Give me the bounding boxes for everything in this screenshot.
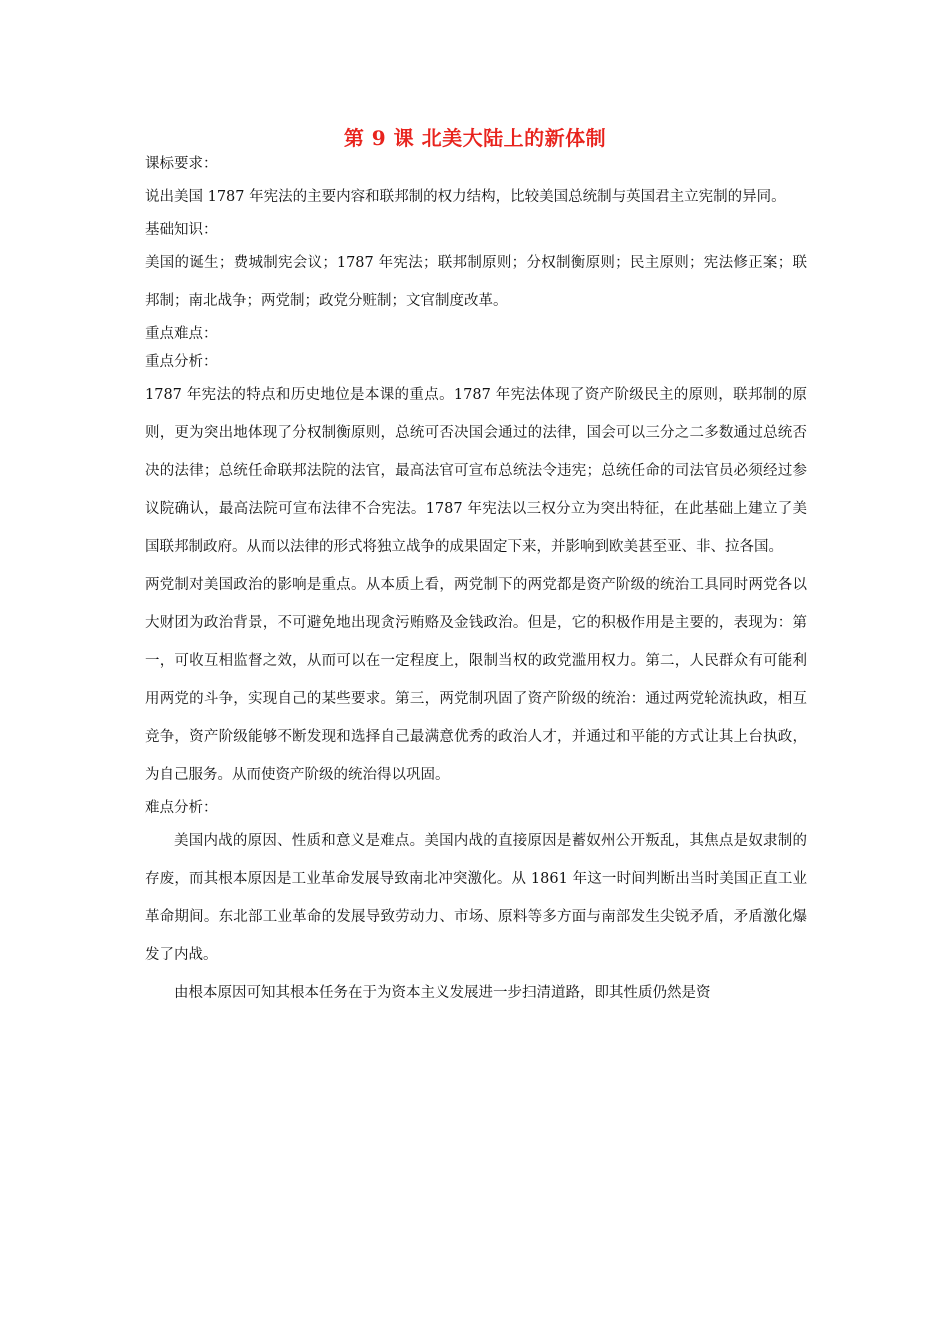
standards-text: 说出美国 1787 年宪法的主要内容和联邦制的权力结构，比较美国总统制与英国君主立宪制的异同。 [145, 189, 786, 205]
page-title: 第 9 课 北美大陆上的新体制 [343, 126, 607, 150]
key-analysis-label: 重点分析： [145, 354, 218, 370]
key-analysis-paragraph-1: 1787 年宪法的特点和历史地位是本课的重点。1787 年宪法体现了资产阶级民主的原则，联邦制的原则，更为突出地体现了分权制衡原则，总统可否决国会通过的法律，国会可以三分之二多数通过总统否决的法律；总统任命联邦法院的法官，最高法官可宣布总统法令违宪；总统任命的司法官员必须经过参议院确认，最高法院可宣布法律不合宪法。1787 年宪法以三权分立为突出特征，在此基础上建立了美国联邦制政府。从而以法律的形式将独立战争的成果固定下来，并影响到欧美甚至亚、非、拉各国。 [145, 387, 807, 555]
difficult-analysis-label: 难点分析： [145, 800, 218, 816]
key-difficult-label: 重点难点： [145, 326, 218, 342]
difficult-analysis-paragraph-1: 美国内战的原因、性质和意义是难点。美国内战的直接原因是蓄奴州公开叛乱，其焦点是奴隶制的存废，而其根本原因是工业革命发展导致南北冲突激化。从 1861 年这一时间判断出当时美国正直工业革命期间。东北部工业革命的发展导致劳动力、市场、原料等多方面与南部发生尖锐矛盾，矛盾激化爆发了内战。 [145, 833, 807, 963]
key-analysis-paragraph-2: 两党制对美国政治的影响是重点。从本质上看，两党制下的两党都是资产阶级的统治工具同时两党各以大财团为政治背景，不可避免地出现贪污贿赂及金钱政治。但是，它的积极作用是主要的，表现为：第一，可收互相监督之效，从而可以在一定程度上，限制当权的政党滥用权力。第二，人民群众有可能利用两党的斗争，实现自己的某些要求。第三，两党制巩固了资产阶级的统治：通过两党轮流执政，相互竞争，资产阶级能够不断发现和选择自己最满意优秀的政治人才，并通过和平能的方式让其上台执政，为自己服务。从而使资产阶级的统治得以巩固。 [145, 577, 807, 783]
document-body [145, 150, 807, 1012]
basics-text: 美国的诞生；费城制宪会议；1787 年宪法；联邦制原则；分权制衡原则；民主原则；宪法修正案；联邦制；南北战争；两党制；政党分赃制；文官制度改革。 [145, 255, 807, 309]
difficult-analysis-paragraph-2: 由根本原因可知其根本任务在于为资本主义发展进一步扫清道路，即其性质仍然是资 [174, 985, 711, 1001]
basics-label: 基础知识： [145, 222, 218, 238]
standards-label: 课标要求： [145, 156, 218, 172]
